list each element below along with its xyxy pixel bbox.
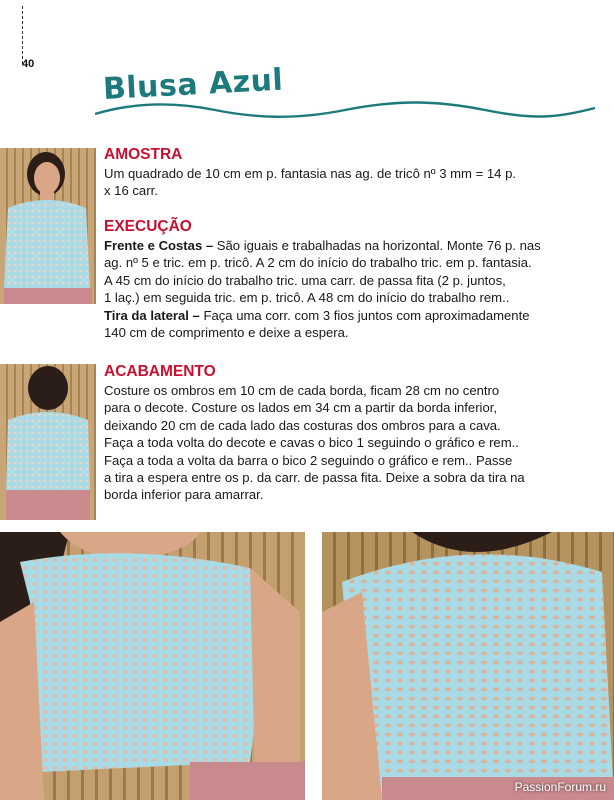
text-line: para o decote. Costure os lados em 34 cm a partir da borda inferior, [104, 400, 498, 416]
text-line: Faça a toda a volta da barra o bico 2 seguindo o gráfico e rem.. Passe [104, 452, 513, 468]
frente-costas-label: Frente e Costas – [104, 238, 214, 253]
text-line: a tira a espera entre os p. da carr. de passa fita. Deixe a sobra da tira na [104, 470, 525, 486]
text-line: A 45 cm do início do trabalho tric. uma carr. de passa fita (2 p. juntos, [104, 272, 506, 288]
text-line: deixando 20 cm de cada lado das costuras dos ombros para a cava. [104, 417, 501, 433]
text-line: Costure os ombros em 10 cm de cada borda, ficam 28 cm no centro [104, 383, 500, 398]
section-acabamento [104, 363, 574, 504]
text-line: São iguais e trabalhadas na horizontal. Monte 76 p. nas [213, 238, 541, 253]
amostra-heading: AMOSTRA [104, 146, 183, 163]
text-line: borda inferior para amarrar. [104, 487, 264, 503]
text-line: 1 laç.) em seguida tric. em p. tricô. A 48 cm do início do trabalho rem.. [104, 290, 510, 306]
tira-lateral-label: Tira da lateral – [104, 307, 200, 323]
photo-front-closeup [0, 532, 305, 800]
text-line: x 16 carr. [104, 183, 158, 199]
thumbnail-front-photo [0, 148, 96, 304]
section-execucao [104, 218, 574, 341]
execucao-text [104, 237, 574, 341]
text-line: Faça a toda volta do decote e cavas o bico 1 seguindo o gráfico e rem.. [104, 435, 519, 451]
acabamento-heading: ACABAMENTO [104, 363, 216, 380]
thumbnail-back-photo [0, 364, 96, 520]
watermark: PassionForum.ru [514, 780, 606, 794]
amostra-text [104, 165, 574, 200]
page-title: Blusa Azul [102, 62, 285, 107]
page-margin-rule [22, 6, 23, 64]
page-number: 40 [22, 58, 35, 70]
text-line: ag. nº 5 e tric. em p. tricô. A 2 cm do início do trabalho tric. em p. fantasia. [104, 255, 532, 271]
section-amostra [104, 146, 574, 200]
text-line: Um quadrado de 10 cm em p. fantasia nas ag. de tricô nº 3 mm = 14 p. [104, 166, 516, 181]
execucao-heading: EXECUÇÃO [104, 218, 192, 235]
text-line: 140 cm de comprimento e deixe a espera. [104, 325, 349, 341]
title-wave-decoration [95, 98, 595, 122]
acabamento-text [104, 382, 574, 504]
photo-back-closeup [322, 532, 614, 800]
text-line: Faça uma corr. com 3 fios juntos com aproximadamente [199, 307, 530, 323]
